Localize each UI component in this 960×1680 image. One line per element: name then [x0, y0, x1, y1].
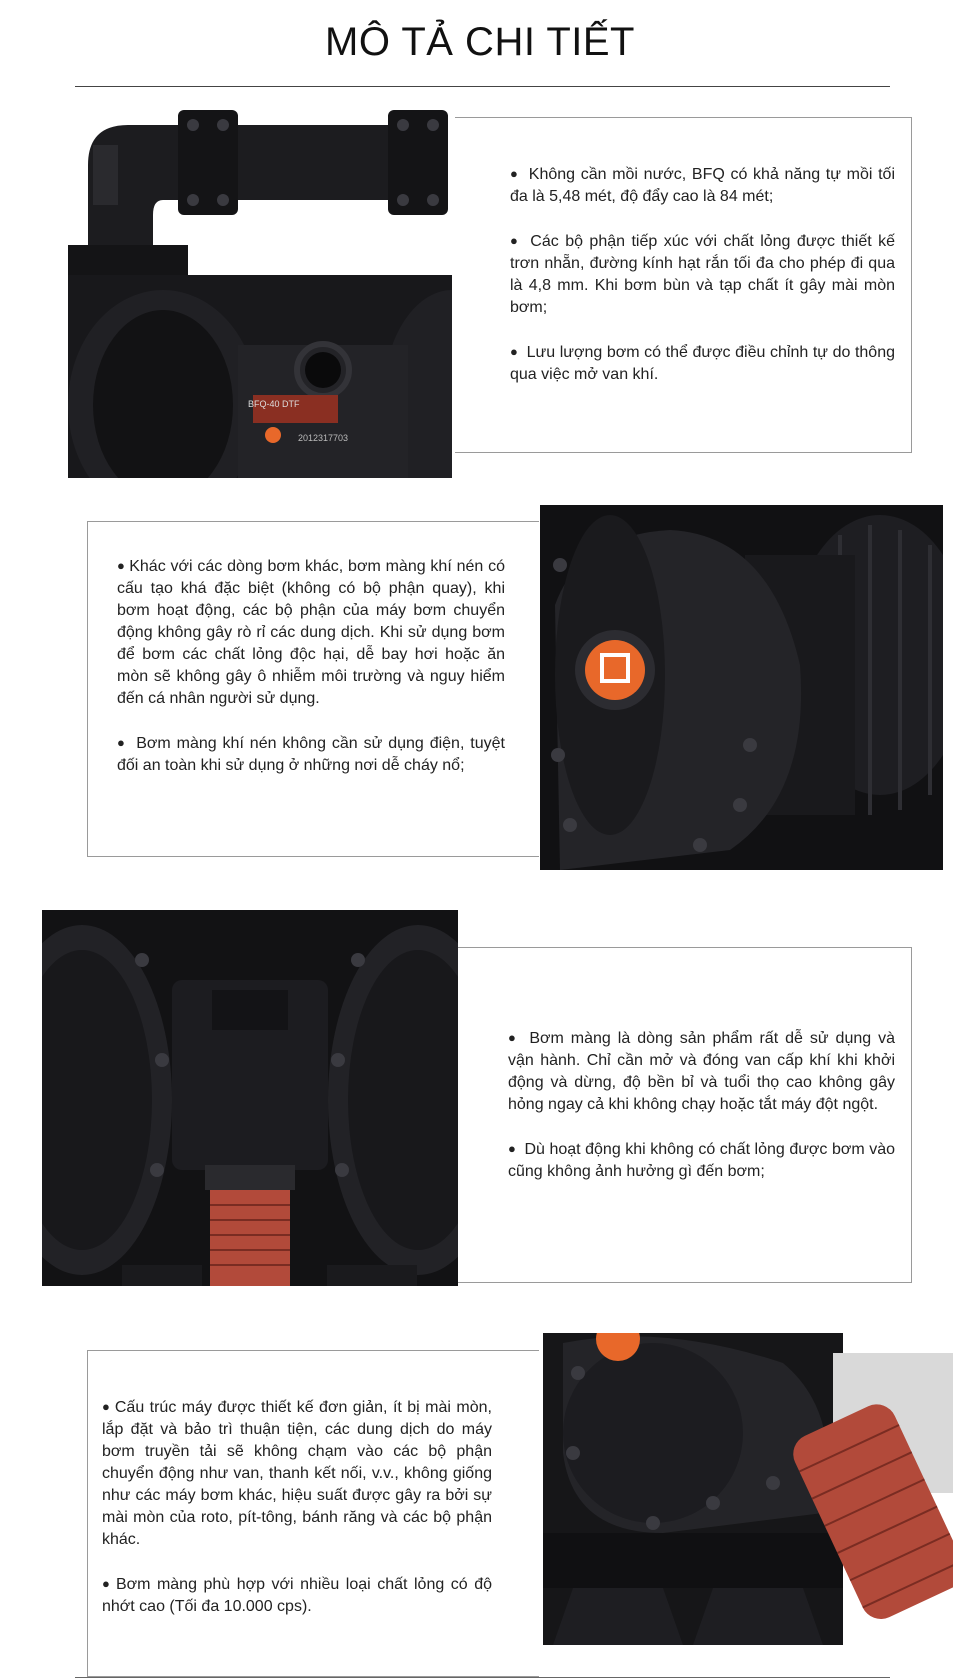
bullet-dot-icon: ● — [510, 344, 518, 359]
bullet-dot-icon: ● — [510, 166, 520, 181]
bullet-dot-icon: ● — [102, 1576, 112, 1591]
pump-chamber-logo-photo — [540, 505, 943, 870]
page-title: MÔ TẢ CHI TIẾT — [325, 20, 635, 64]
pump-label-plate: BFQ-40 DTF — [248, 399, 300, 409]
section-2-bullet-1: ● Khác với các dòng bơm khác, bơm màng khí nén có cấu tạo khá đặc biệt (không có bộ phận quay), khi bơm hoạt động, các bộ phận của máy bơm chuyển động không gây rò rỉ các dung dịch. Khi sử dụng bơm để bơm các chất lỏng độc hại, dễ bay hơi hoặc ăn mòn sẽ không gây ô nhiễm môi trường và nguy hiểm đến cá nhân người sử dụng. — [117, 558, 505, 707]
pump-front-filter-photo — [42, 910, 458, 1286]
section-3-text — [508, 1027, 895, 1183]
section-2-text — [117, 555, 505, 777]
bullet-dot-icon: ● — [510, 233, 520, 248]
bullet-dot-icon: ● — [508, 1141, 516, 1156]
pump-pipe-top-photo — [68, 105, 452, 478]
bullet-dot-icon: ● — [117, 735, 127, 750]
bullet-dot-icon: ● — [102, 1399, 111, 1414]
bottom-divider — [75, 1677, 890, 1678]
section-1-bullet-1: ● Không cần mồi nước, BFQ có khả năng tự mồi tối đa là 5,48 mét, độ đẩy cao là 84 mét; — [510, 166, 895, 205]
section-4-bullet-1: ● Cấu trúc máy được thiết kế đơn giản, ít bị mài mòn, lắp đặt và bảo trì thuận tiện, các dung dịch do máy bơm truyền tải sẽ không chạm vào các bộ phận chuyển động như van, thanh kết nối, v.v., không giống như các máy bơm khác, hiệu suất được gây ra bởi sự mài mòn của roto, pít-tông, bánh răng và các bộ phận khác. — [102, 1399, 492, 1548]
section-4-bullet-2: ● Bơm màng phù hợp với nhiều loại chất lỏng có độ nhớt cao (Tối đa 10.000 cps). — [102, 1576, 492, 1615]
section-3-bullet-2: ● Dù hoạt động khi không có chất lỏng được bơm vào cũng không ảnh hưởng gì đến bơm; — [508, 1141, 895, 1180]
pump-serial-number: 2012317703 — [298, 433, 349, 443]
section-4-text — [102, 1396, 492, 1618]
section-2-bullet-2: ● Bơm màng khí nén không cần sử dụng điện, tuyệt đối an toàn khi sử dụng ở những nơi dễ cháy nổ; — [117, 735, 505, 774]
section-1-bullet-2: ● Các bộ phận tiếp xúc với chất lỏng được thiết kế trơn nhẵn, đường kính hạt rắn tối đa cho phép đi qua là 4,8 mm. Khi bơm bùn và tạp chất ít gây mài mòn bơm; — [510, 233, 895, 316]
bullet-dot-icon: ● — [508, 1030, 519, 1045]
section-1-bullet-3: ● Lưu lượng bơm có thể được điều chỉnh tự do thông qua việc mở van khí. — [510, 344, 895, 383]
section-3-bullet-1: ● Bơm màng là dòng sản phẩm rất dễ sử dụng và vận hành. Chỉ cần mở và đóng van cấp khí khi khởi động và dừng, độ bền bỉ và tuổi thọ cao không gây hỏng ngay cả khi không chạy hoặc tắt máy đột ngột. — [508, 1030, 895, 1113]
pump-base-strainer-photo — [543, 1333, 953, 1645]
section-1-text — [510, 163, 895, 386]
bullet-dot-icon: ● — [117, 558, 126, 573]
title-divider — [75, 86, 890, 87]
